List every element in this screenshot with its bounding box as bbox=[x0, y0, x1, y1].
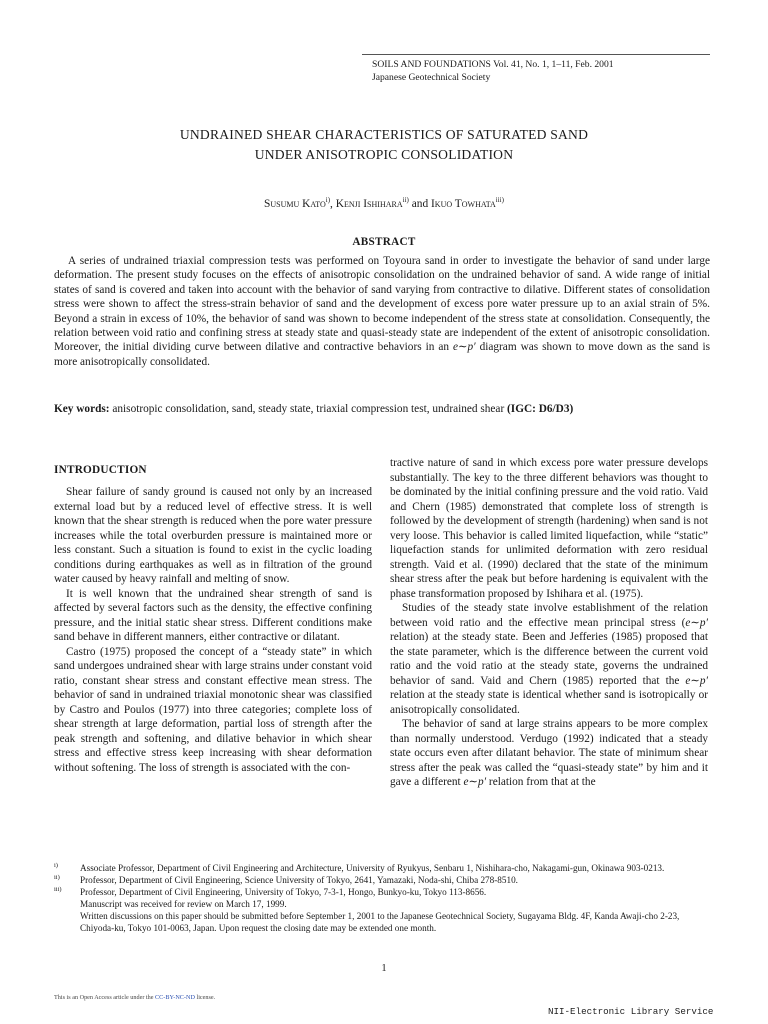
journal-citation: SOILS AND FOUNDATIONS Vol. 41, No. 1, 1–11, Feb. 2001 bbox=[372, 59, 614, 70]
keywords bbox=[54, 402, 710, 416]
footnote-1 bbox=[54, 862, 714, 874]
column-left bbox=[54, 485, 372, 775]
author-sep-1: , bbox=[330, 197, 336, 210]
abstract-body: A series of undrained triaxial compression tests was performed on Toyoura sand in order to investigate the behavior of sand under large deformation. The present study focuses on the effects of anisotropic consolidation on the undrained behavior of sand. A wide range of initial states of sand is covered and taken into account with the behavior of sand varying from contractive to dilative. Different states of consolidation stress were shown to affect the stress-strain behavior of sand and the development of excess pore water pressure up to an axial strain of 5%. Beyond a strain in excess of 10%, the behavior of sand was shown to become independent of the stress state at consolidation. Consequently, the relation between void ratio and confining stress at steady state and quasi-steady state are independent of the extent of anisotropic consolidation. Moreover, the initial dividing curve between dilative and contractive behaviors in an bbox=[54, 255, 710, 354]
journal-society: Japanese Geotechnical Society bbox=[372, 72, 491, 83]
footnote-1-mark: i) bbox=[54, 862, 58, 869]
license-post: license. bbox=[194, 994, 216, 1001]
license-notice bbox=[54, 994, 215, 1001]
keywords-text: anisotropic consolidation, sand, steady state, triaxial compression test, undrained shear bbox=[109, 403, 508, 415]
p5-part-c: relation at the steady state is identical whether sand is isotropically or anisotropically consolidated. bbox=[390, 689, 708, 716]
author-1-affil: i) bbox=[325, 196, 331, 204]
introduction-heading: INTRODUCTION bbox=[54, 464, 147, 476]
nii-service-label: NII-Electronic Library Service bbox=[548, 1006, 714, 1017]
intro-paragraph-2: It is well known that the undrained shear strength of sand is affected by several factors such as the density, the effective confining pressure, and the initial static shear stress. Different conditions make sand behave in different manners, either contractive or dilatant. bbox=[54, 587, 372, 643]
intro-paragraph-1: Shear failure of sandy ground is caused not only by an increased external load but by a reduced level of effective stress. It is well known that the shear strength is reduced when the pore water pressure increases while the total overburden pressure is maintained more or less constant. Such a situation is found to exist in the cyclic loading conditions during earthquakes as well as in filtration of the ground water caused by heavy rainfall and melting of snow. bbox=[54, 486, 372, 585]
p6-part-a: The behavior of sand at large strains appears to be more complex than normally understood. Verdugo (1992) indicated that a steady state occurs even after dilatant behavior. The state of minimum shear stress after the peak was called the “quasi-steady state” by him and it gave a different bbox=[390, 718, 708, 788]
footnote-2-mark: ii) bbox=[54, 874, 60, 881]
footnotes bbox=[54, 862, 714, 934]
footnote-4-text: Manuscript was received for review on March 17, 1999. bbox=[80, 899, 287, 909]
p5-math-2: e∼p′ bbox=[685, 674, 708, 687]
abstract-end: diagram was shown to move down as the sand is more anisotropically consolidated. bbox=[54, 341, 710, 368]
footnote-2 bbox=[54, 874, 714, 886]
journal-header-rule bbox=[362, 54, 710, 55]
keywords-label: Key words: bbox=[54, 403, 110, 415]
title-line-1: UNDRAINED SHEAR CHARACTERISTICS OF SATURATED SAND bbox=[179, 127, 589, 142]
journal-header bbox=[372, 58, 614, 84]
paper-title bbox=[60, 125, 708, 165]
author-3: Ikuo Towhata bbox=[431, 197, 496, 210]
author-2-affil: ii) bbox=[402, 196, 409, 204]
license-pre: This is an Open Access article under the bbox=[54, 994, 156, 1001]
author-3-affil: iii) bbox=[495, 196, 504, 204]
footnote-received bbox=[54, 898, 714, 910]
page-number: 1 bbox=[381, 963, 387, 974]
author-list bbox=[60, 196, 708, 210]
p6-part-b: relation from that at the bbox=[486, 776, 596, 788]
footnote-2-text: Professor, Department of Civil Engineering, Science University of Tokyo, 2641, Yamazaki, Noda-shi, Chiba 278-8510. bbox=[80, 875, 518, 885]
footnote-1-text: Associate Professor, Department of Civil Engineering and Architecture, University of Ryukyus, Senbaru 1, Nishihara-cho, Nakagami-gun, Okinawa 903-0213. bbox=[80, 863, 665, 873]
intro-paragraph-4: tractive nature of sand in which excess pore water pressure develops substantially. The key to the three different behaviors was thought to be dominated by the initial confining pressure and the void ratio. Vaid and Chern (1985) demonstrated that complete loss of strength is followed by the development of strength (hardening) when sand is not very loose. This behavior is called limited liquefaction, while “static” liquefaction stands for unlimited deformation with zero residual strength. Vaid et al. (1990) declared that the state of the minimum shear stress after the peak but before hardening is equivalent with the phase transformation proposed by Ishihara et al. (1975). bbox=[390, 457, 708, 600]
license-link[interactable]: CC-BY-NC-ND bbox=[155, 994, 195, 1001]
p5-math-1: e∼p′ bbox=[685, 616, 708, 629]
title-line-2: UNDER ANISOTROPIC CONSOLIDATION bbox=[254, 147, 514, 162]
column-right bbox=[390, 456, 708, 790]
author-sep-2: and bbox=[408, 197, 432, 210]
intro-paragraph-5 bbox=[390, 601, 708, 717]
intro-paragraph-3: Castro (1975) proposed the concept of a “steady state” in which sand undergoes undrained shear with large strains under constant void ratio, constant shear stress and constant effective mean stress. The behavior of sand in undrained triaxial monotonic shear was classified by Castro and Poulos (1977) into three categories; complete loss of shear strength at large deformation, partial loss of strength after the peak strength and softening, and dilative behavior in which shear stress and effective stress keep increasing with shear deformation without softening. The loss of strength is associated with the con- bbox=[54, 645, 372, 774]
abstract-text bbox=[54, 254, 710, 369]
footnote-discussion bbox=[54, 910, 714, 934]
abstract-heading: ABSTRACT bbox=[352, 236, 416, 248]
footnote-5-text: Written discussions on this paper should be submitted before September 1, 2001 to the Japanese Geotechnical Society, Sugayama Bldg. 4F, Kanda Awaji-cho 2-23, Chiyoda-ku, Tokyo 101-0063, Japan. Upon request the closing date may be extended one month. bbox=[80, 911, 680, 933]
p6-math: e∼p′ bbox=[463, 776, 487, 788]
keywords-igc: (IGC: D6/D3) bbox=[507, 403, 574, 415]
author-1: Susumu Kato bbox=[264, 197, 326, 210]
p5-part-a: Studies of the steady state involve establishment of the relation between void ratio and the effective mean principal stress ( bbox=[390, 602, 708, 629]
intro-paragraph-6 bbox=[390, 717, 708, 790]
p5-part-b: relation) at the steady state. Been and Jefferies (1985) proposed that the state parameter, which is the difference between the current void ratio and the void ratio at the steady state, governs the undrained behavior of sand. Vaid and Chern (1985) reported that the bbox=[390, 631, 708, 687]
footnote-3-mark: iii) bbox=[54, 886, 62, 893]
abstract-math: e∼p′ bbox=[453, 341, 476, 354]
footnote-3 bbox=[54, 886, 714, 898]
footnote-3-text: Professor, Department of Civil Engineering, University of Tokyo, 7-3-1, Hongo, Bunkyo-ku, Tokyo 113-8656. bbox=[80, 887, 487, 897]
author-2: Kenji Ishihara bbox=[335, 197, 403, 210]
